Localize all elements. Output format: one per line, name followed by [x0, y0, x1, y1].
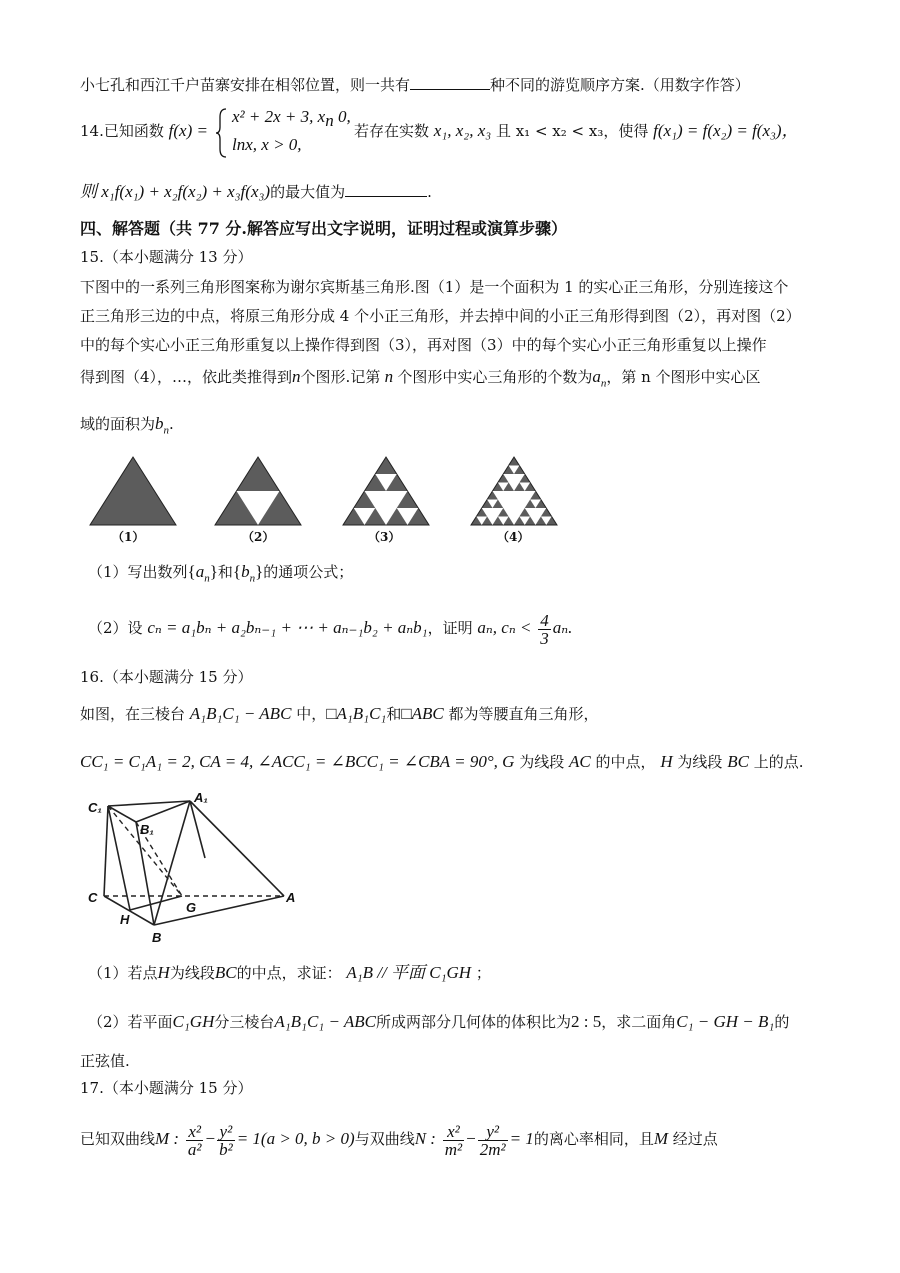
- figure-label: （4）: [497, 530, 530, 544]
- point-label-g: G: [186, 900, 197, 915]
- q15-sub1: （1）写出数列$\{a_n\}$和$\{b_n\}$的通项公式；: [88, 562, 354, 585]
- sierpinski-figure-3: [341, 455, 431, 527]
- sierpinski-figure-4: [469, 455, 559, 527]
- figure-label: （2）: [242, 530, 275, 544]
- q14-label: 14.已知函数: [80, 122, 164, 140]
- point-label-b: B: [152, 930, 162, 945]
- fraction: $\frac{\text{y²}}{\text{b²}}$: [219, 1121, 233, 1159]
- q14-line1-rest: 若存在实数 x₁, x₂, x₃ 且 x₁ < x₂ < x₃，使得 f(x₁) = f(x₂) = f(x₃)，: [354, 121, 799, 140]
- q14-case2: lnx, x > 0,: [232, 135, 302, 154]
- figure-label: （1）: [112, 530, 145, 544]
- q16-sub2: （2）若平面C₁GH分三棱台A₁B₁C₁ − ABC所成两部分几何体的体积比为2 : 5，求二面角C₁ − GH − B₁的: [88, 1012, 790, 1031]
- q15-paragraph-line: 中的每个实心小正三角形重复以上操作得到图（3），再对图（3）中的每个实心小正三角形重复以上操作: [80, 336, 767, 354]
- q13-text-after: 种不同的游览顺序方案.（用数字作答）: [490, 76, 750, 94]
- q16-title: 16.（本小题满分 15 分）: [80, 668, 253, 686]
- q15-paragraph-line: 域的面积为$b_n$.: [80, 414, 174, 437]
- answer-blank: [410, 73, 490, 90]
- q15-title: 15.（本小题满分 13 分）: [80, 248, 253, 266]
- q14-line1: [80, 120, 208, 142]
- q16-sub2-line2: 正弦值.: [80, 1052, 130, 1070]
- q15-paragraph-line: 下图中的一系列三角形图案称为谢尔宾斯基三角形.图（1）是一个面积为 1 的实心正三角形，分别连接这个: [80, 278, 789, 296]
- point-label-h: H: [120, 912, 130, 927]
- frustum-figure: [82, 788, 302, 948]
- q16-paragraph-line: CC₁ = C₁A₁ = 2, CA = 4, ∠ACC₁ = ∠BCC₁ = ∠CBA = 90°, G 为线段 AC 的中点， H 为线段 BC 上的点.: [80, 752, 804, 771]
- q14-fx: f(x) =: [168, 121, 208, 140]
- fraction: $\frac{\text{x²}}{\text{a²}}$: [187, 1121, 202, 1159]
- point-label-c: C: [88, 890, 98, 905]
- fraction: $\frac{\text{x²}}{\text{m²}}$: [444, 1121, 463, 1159]
- q14-line2: 则 x₁f(x₁) + x₂f(x₂) + x₃f(x₃)的最大值为 .: [80, 182, 432, 201]
- point-label-b1: B₁: [140, 822, 154, 837]
- point-label-a: A: [286, 890, 296, 905]
- brace-icon: [214, 107, 228, 159]
- q15-paragraph-line: 正三角形三边的中点，将原三角形分成 4 个小正三角形，并去掉中间的小正三角形得到图（2），再对图（2）: [80, 307, 801, 325]
- sierpinski-figure-1: [88, 455, 178, 527]
- q17-line1: 已知双曲线M : $\frac{\text{x²}}{\text{a²}}$ − $\frac{\text{y²}}{\text{b²}}$ = 1(a > 0, b > 0)与双曲线N : $\frac{\text{x²}}{\text{m²}}$ − $\frac{\text{y²}}{\text{2m²}}$ = 1的离心率相同，且M 经过点: [80, 1121, 718, 1159]
- q15-paragraph-line: 得到图（4），…，依此类推得到n个图形.记第 n 个图形中实心三角形的个数为$a_n$，第 n 个图形中实心区: [80, 367, 761, 390]
- q16-paragraph-line: 如图，在三棱台 A₁B₁C₁ − ABC 中，□A₁B₁C₁和□ABC 都为等腰直角三角形，: [80, 704, 599, 723]
- q17-title: 17.（本小题满分 15 分）: [80, 1079, 253, 1097]
- sierpinski-figure-2: [213, 455, 303, 527]
- q15-sub2: （2）设 cₙ = a₁bₙ + a₂bₙ₋₁ + ⋯ + aₙ₋₁b₂ + aₙb₁，证明 aₙ, cₙ < $\frac{4}{3}$ aₙ.: [88, 610, 573, 648]
- q13-line: [80, 73, 750, 96]
- q14-case1: x² + 2x + 3, $x_n$ 0,: [232, 107, 351, 130]
- section-heading: 四、解答题（共 77 分.解答应写出文字说明，证明过程或演算步骤）: [80, 219, 567, 238]
- point-label-c1: C₁: [88, 800, 102, 815]
- figure-label: （3）: [368, 530, 401, 544]
- q13-text: 小七孔和西江千户苗寨安排在相邻位置，则一共有: [80, 76, 411, 94]
- fraction: $\frac{\text{y²}}{\text{2m²}}$: [479, 1121, 506, 1159]
- fraction: $\frac{4}{3}$: [540, 610, 549, 648]
- answer-blank: [345, 180, 427, 197]
- q16-sub1: （1）若点H为线段BC的中点，求证： A₁B // 平面 C₁GH ；: [88, 963, 491, 982]
- point-label-a1: A₁: [194, 790, 208, 805]
